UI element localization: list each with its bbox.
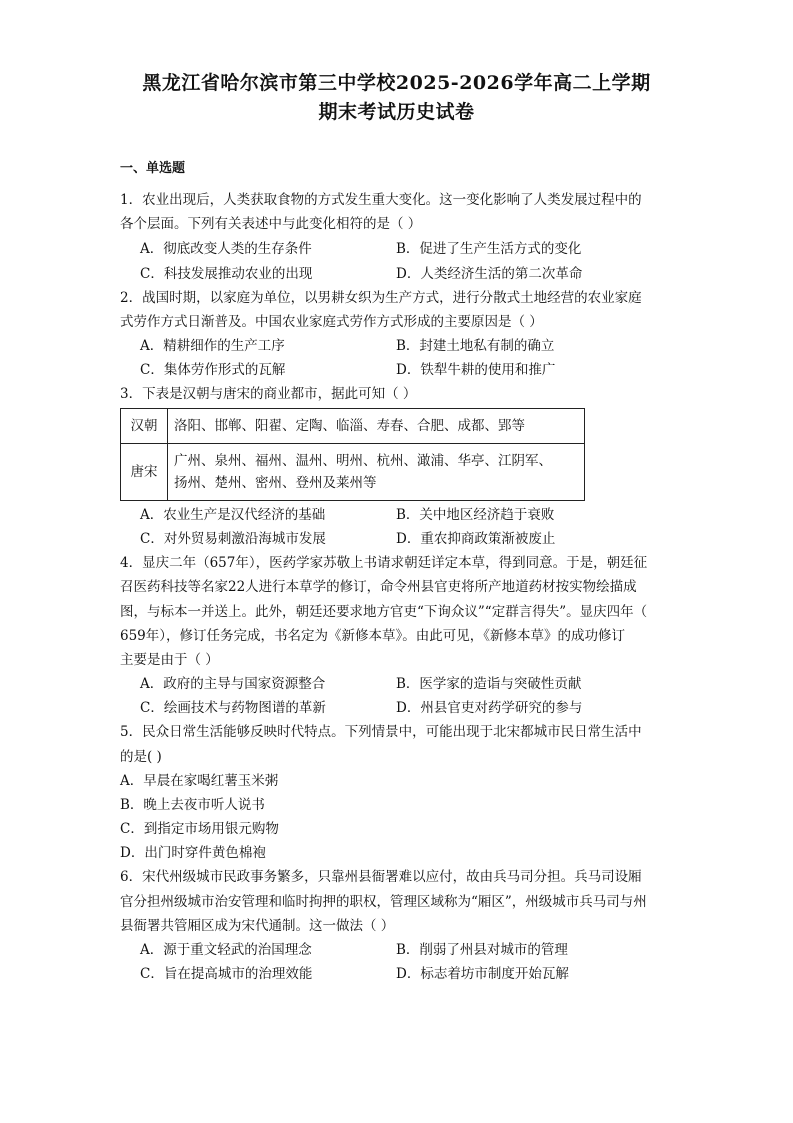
q3-option-d: D．重农抑商政策渐被废止 [396, 531, 556, 547]
q2-option-d: D．铁犁牛耕的使用和推广 [396, 362, 556, 378]
q3-cities-table [120, 408, 585, 501]
q3-option-a: A．农业生产是汉代经济的基础 [140, 507, 326, 523]
table-cell-cities: 洛阳、邯郸、阳翟、定陶、临淄、寿春、合肥、成都、郢等 [168, 409, 585, 444]
q2-option-b: B．封建土地私有制的确立 [396, 338, 555, 354]
q6-option-c: C．旨在提高城市的治理效能 [140, 966, 313, 982]
q2-option-c: C．集体劳作形式的瓦解 [140, 362, 286, 378]
q2-stem-line-2: 式劳作方式日渐普及。中国农业家庭式劳作方式形成的主要原因是（ ） [120, 314, 543, 330]
q6-stem-line-2: 官分担州级城市治安管理和临时拘押的职权，管理区域称为“厢区”，州级城市兵马司与州 [120, 894, 647, 910]
q1-option-b: B．促进了生产生活方式的变化 [396, 241, 582, 257]
q5-option-c: C．到指定市场用银元购物 [120, 821, 279, 837]
q4-stem-line-4: 659年），修订任务完成，书名定为《新修本草》。由此可见，《新修本草》的成功修订 [120, 628, 626, 644]
q4-stem-line-5: 主要是由于（ ） [120, 652, 219, 668]
q6-option-a: A．源于重文轻武的治国理念 [140, 942, 312, 958]
table-cell-cities-line-2: 扬州、楚州、密州、登州及莱州等 [174, 475, 377, 491]
q6-stem-line-3: 县衙署共管厢区成为宋代通制。这一做法（ ） [120, 918, 395, 934]
q5-option-a: A．早晨在家喝红薯玉米粥 [120, 773, 279, 789]
table-cell-dynasty: 汉朝 [121, 409, 168, 444]
q1-option-a: A．彻底改变人类的生存条件 [140, 241, 312, 257]
q6-stem-line-1: 6．宋代州级城市民政事务繁多，只靠州县衙署难以应付，故由兵马司分担。兵马司设厢 [120, 869, 642, 885]
q5-stem-line-1: 5．民众日常生活能够反映时代特点。下列情景中，可能出现于北宋都城市民日常生活中 [120, 724, 642, 740]
q1-option-d: D．人类经济生活的第二次革命 [396, 266, 583, 282]
q4-stem-line-3: 图，与标本一并送上。此外，朝廷还要求地方官吏“下询众议”“定群言得失”。显庆四年（ [120, 604, 648, 620]
table-cell-dynasty: 唐宋 [121, 444, 168, 501]
q5-stem-line-2: 的是( ) [120, 749, 162, 765]
exam-title-line-2: 期末考试历史试卷 [318, 101, 475, 123]
q5-option-d: D．出门时穿件黄色棉袍 [120, 845, 266, 861]
table-cell-cities-line-1: 广州、泉州、福州、温州、明州、杭州、澉浦、华亭、江阴军、 [174, 453, 552, 469]
table-row [121, 444, 585, 501]
q3-option-b: B．关中地区经济趋于衰败 [396, 507, 555, 523]
table-cell-cities [168, 444, 585, 501]
q4-option-c: C．绘画技术与药物图谱的革新 [140, 700, 326, 716]
q4-option-b: B．医学家的造诣与突破性贡献 [396, 676, 582, 692]
q2-option-a: A．精耕细作的生产工序 [140, 338, 285, 354]
section-heading: 一、单选题 [120, 161, 186, 176]
q4-option-a: A．政府的主导与国家资源整合 [140, 676, 326, 692]
q4-stem-line-2: 召医药科技等名家22人进行本草学的修订，命令州县官吏将所产地道药材按实物绘描成 [120, 579, 637, 595]
q6-option-d: D．标志着坊市制度开始瓦解 [396, 966, 569, 982]
q4-stem-line-1: 4．显庆二年（657年），医药学家苏敬上书请求朝廷详定本草，得到同意。于是，朝廷征 [120, 555, 648, 571]
q1-option-c: C．科技发展推动农业的出现 [140, 266, 313, 282]
q3-option-c: C．对外贸易刺激沿海城市发展 [140, 531, 326, 547]
q1-stem-line-2: 各个层面。下列有关表述中与此变化相符的是（ ） [120, 216, 422, 232]
exam-title-line-1: 黑龙江省哈尔滨市第三中学校2025-2026学年高二上学期 [142, 72, 651, 94]
q5-option-b: B．晚上去夜市听人说书 [120, 797, 265, 813]
table-row [121, 409, 585, 444]
q4-option-d: D．州县官吏对药学研究的参与 [396, 700, 583, 716]
q1-stem-line-1: 1．农业出现后，人类获取食物的方式发生重大变化。这一变化影响了人类发展过程中的 [120, 192, 642, 208]
q3-stem-line-1: 3．下表是汉朝与唐宋的商业都市，据此可知（ ） [120, 386, 417, 402]
q2-stem-line-1: 2．战国时期，以家庭为单位，以男耕女织为生产方式，进行分散式土地经营的农业家庭 [120, 290, 642, 306]
q6-option-b: B．削弱了州县对城市的管理 [396, 942, 568, 958]
